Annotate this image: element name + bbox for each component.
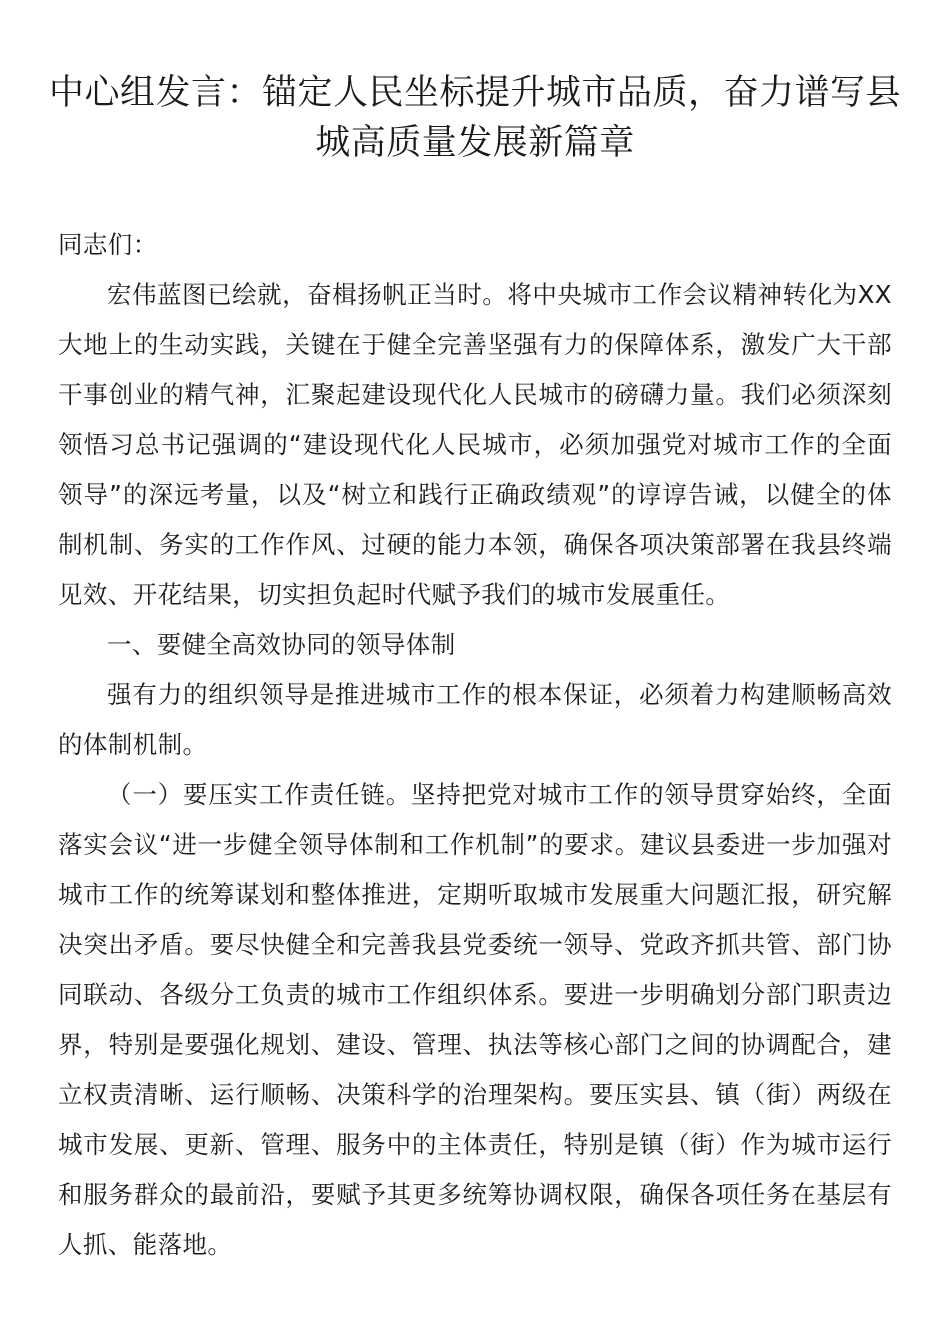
document-title: 中心组发言：锚定人民坐标提升城市品质，奋力谱写县城高质量发展新篇章 bbox=[48, 73, 901, 163]
salutation: 同志们： bbox=[58, 230, 158, 259]
section-heading-1: 一、要健全高效协同的领导体制 bbox=[107, 630, 456, 659]
paragraph-intro: 宏伟蓝图已绘就，奋楫扬帆正当时。将中央城市工作会议精神转化为XX大地上的生动实践，关键在于健全完善坚强有力的保障体系，激发广大干部干事创业的精气神，汇聚起建设现代化人民城市的磅礴力量。我们必须深刻领悟习总书记强调的“建设现代化人民城市，必须加强党对城市工作的全面领导”的深远考量，以及“树立和践行正确政绩观”的谆谆告诫，以健全的体制机制、务实的工作作风、过硬的能力本领，确保各项决策部署在我县终端见效、开花结果，切实担负起时代赋予我们的城市发展重任。 bbox=[58, 280, 892, 609]
paragraph-section-1-intro: 强有力的组织领导是推进城市工作的根本保证，必须着力构建顺畅高效的体制机制。 bbox=[58, 680, 892, 759]
paragraph-subsection-1: （一）要压实工作责任链。坚持把党对城市工作的领导贯穿始终，全面落实会议“进一步健全领导体制和工作机制”的要求。建议县委进一步加强对城市工作的统筹谋划和整体推进，定期听取城市发展重大问题汇报，研究解决突出矛盾。要尽快健全和完善我县党委统一领导、党政齐抓共管、部门协同联动、各级分工负责的城市工作组织体系。要进一步明确划分部门职责边界，特别是要强化规划、建设、管理、执法等核心部门之间的协调配合，建立权责清晰、运行顺畅、决策科学的治理架构。要压实县、镇（街）两级在城市发展、更新、管理、服务中的主体责任，特别是镇（街）作为城市运行和服务群众的最前沿，要赋予其更多统筹协调权限，确保各项任务在基层有人抓、能落地。 bbox=[58, 780, 892, 1259]
document-body bbox=[58, 220, 892, 1270]
